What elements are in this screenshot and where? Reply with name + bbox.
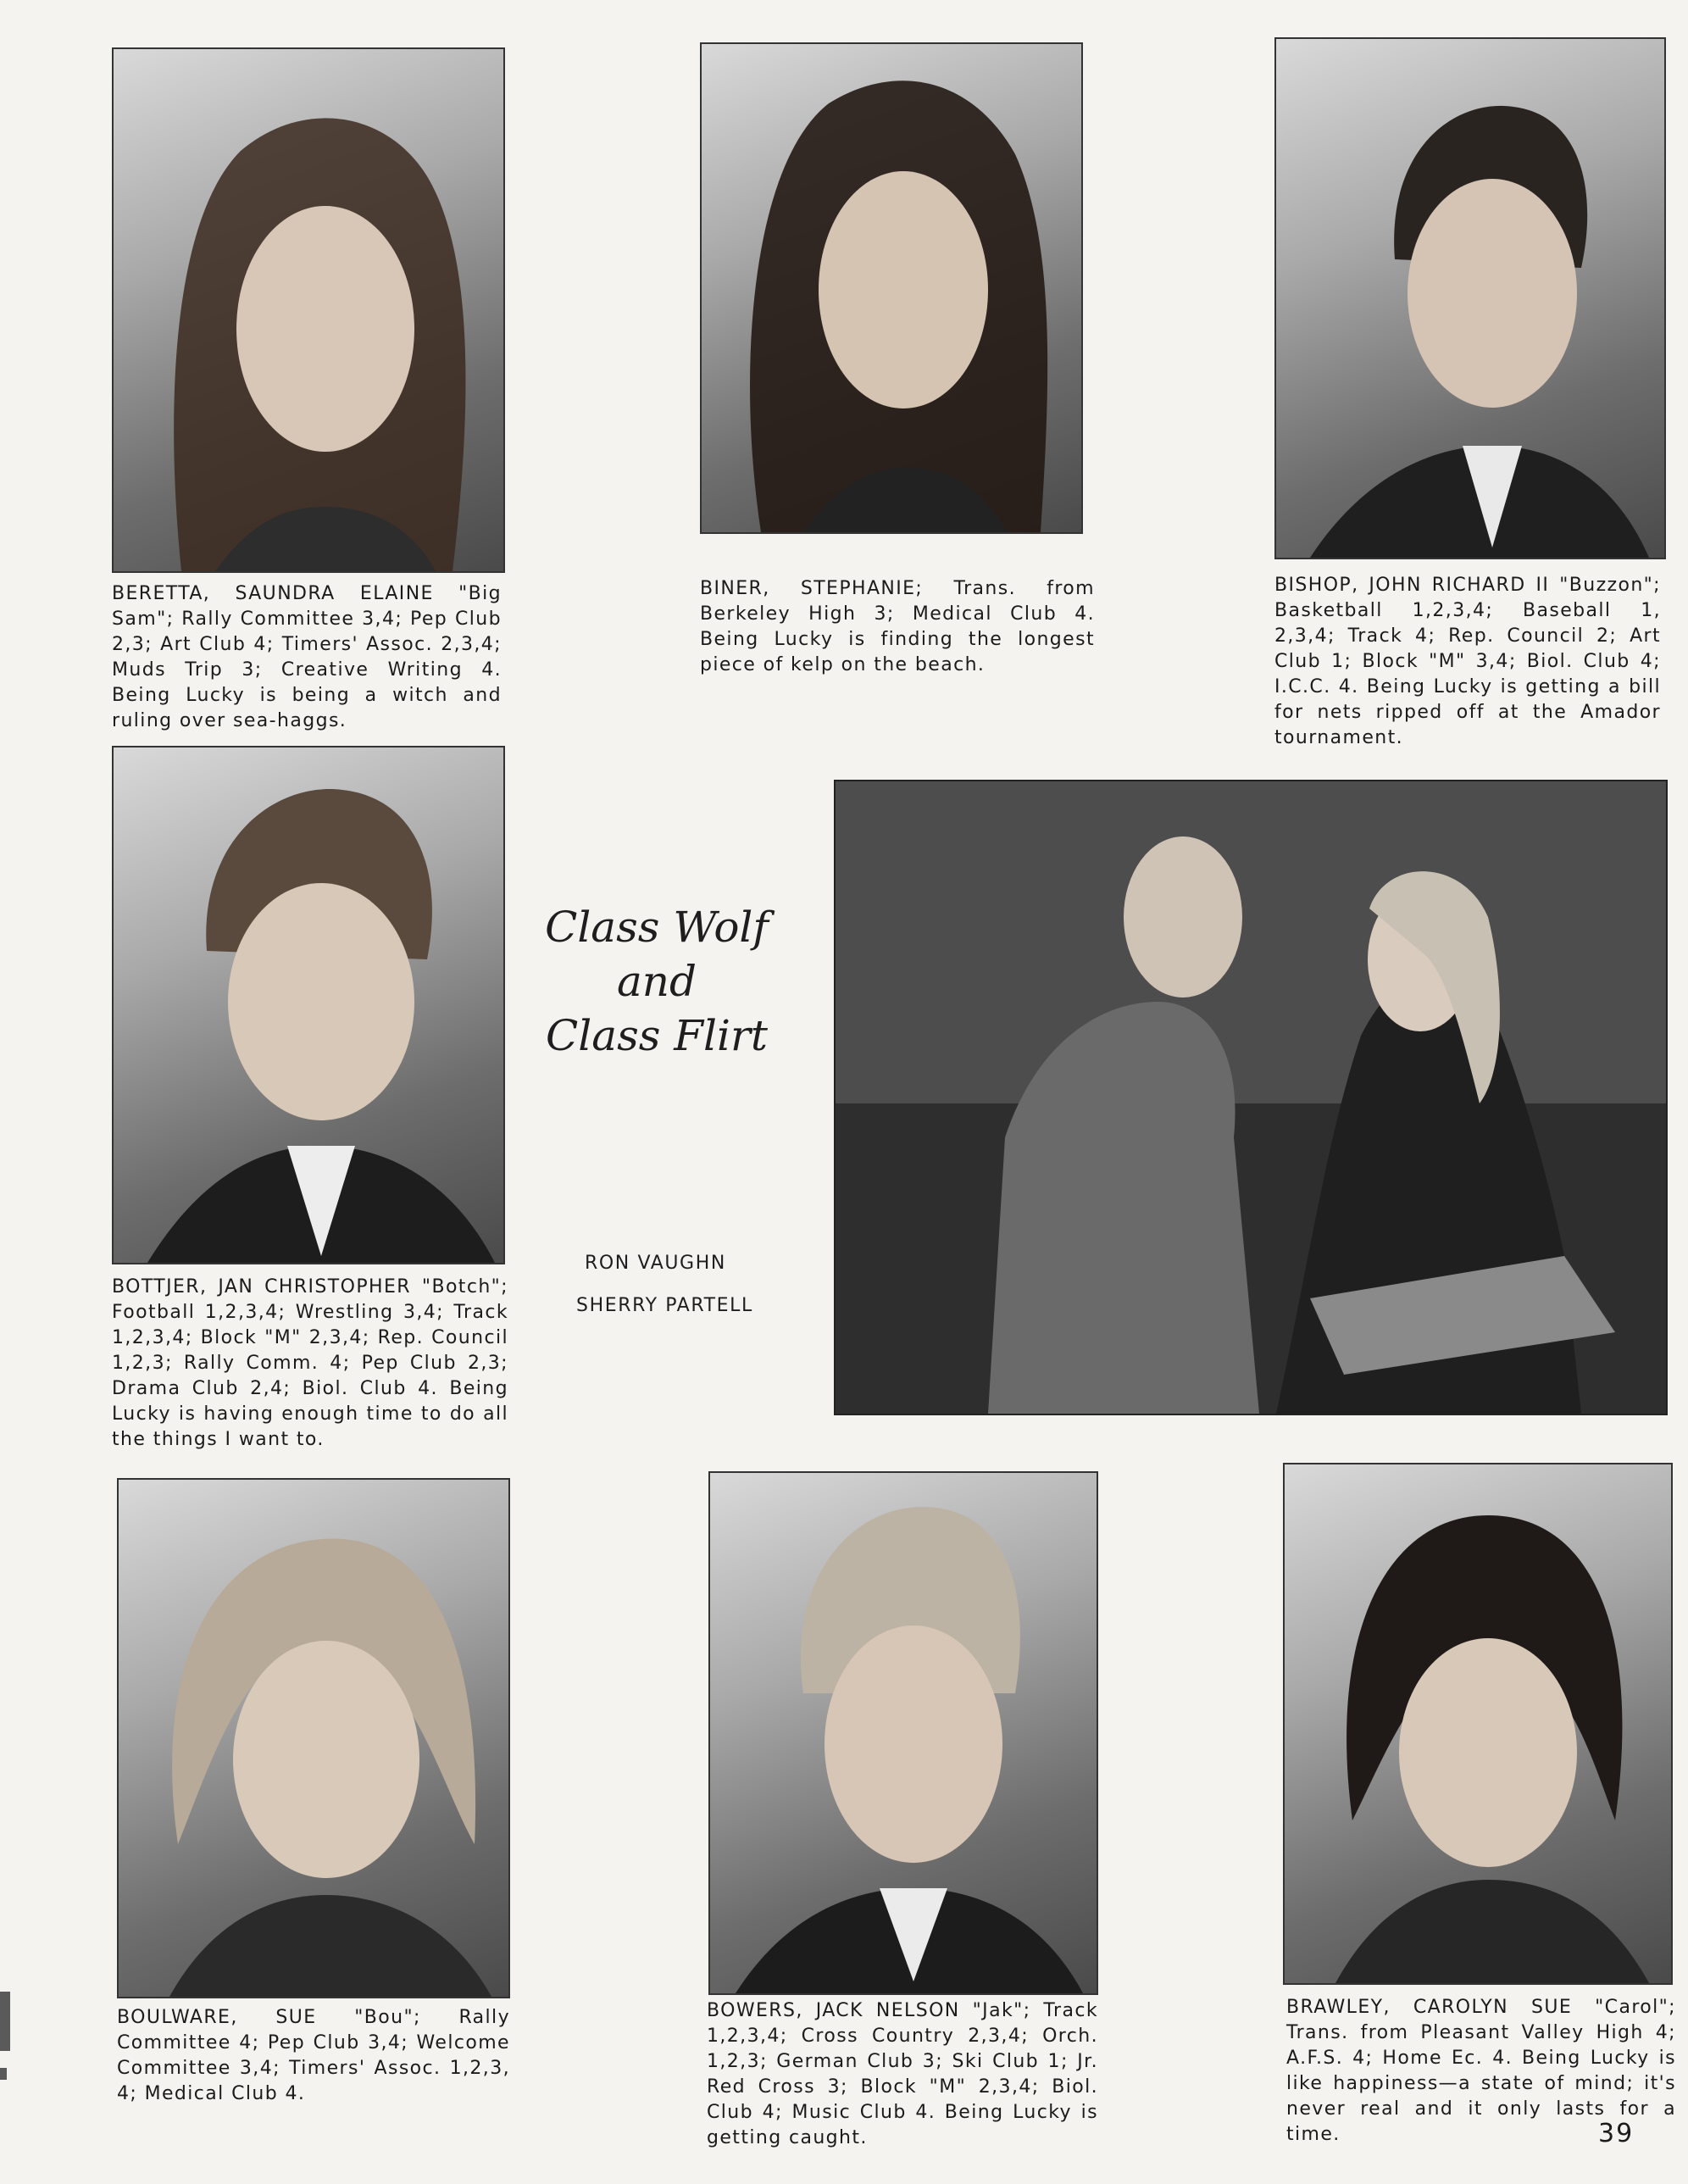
caption-brawley: BRAWLEY, CAROLYN SUE "Carol"; Trans. from Pleasant Valley High 4; A.F.S. 4; Home Ec. 4. Being Lucky is like happiness—a state of mind; it's never real and it only lasts for a time. xyxy=(1286,1997,1676,2145)
caption-boulware: BOULWARE, SUE "Bou"; Rally Committee 4; Pep Club 3,4; Welcome Committee 3,4; Timers' Assoc. 1,2,3, 4; Medical Club 4. xyxy=(117,2007,510,2104)
portrait-photo-boulware xyxy=(117,1478,510,1998)
feature-headline xyxy=(534,900,780,1063)
portrait-photo-biner xyxy=(700,42,1083,534)
scan-edge-mark xyxy=(0,1992,10,2051)
portrait-photo-bowers xyxy=(708,1471,1098,1995)
feature-title-line1: Class Wolf xyxy=(545,903,769,952)
caption-beretta: BERETTA, SAUNDRA ELAINE "Big Sam"; Rally Committee 3,4; Pep Club 2,3; Art Club 4; Timers' Assoc. 2,3,4; Muds Trip 3; Creative Writing 4. Being Lucky is being a witch and ruling over sea-haggs. xyxy=(112,583,502,731)
portrait-photo-brawley xyxy=(1283,1463,1673,1985)
caption-biner: BINER, STEPHANIE; Trans. from Berkeley High 3; Medical Club 4. Being Lucky is finding the longest piece of kelp on the beach. xyxy=(700,578,1095,675)
feature-name-ron-vaughn: RON VAUGHN xyxy=(585,1253,726,1274)
portrait-photo-beretta xyxy=(112,47,505,573)
feature-name-sherry-partell: SHERRY PARTELL xyxy=(576,1295,753,1316)
page-number: 39 xyxy=(1598,2119,1635,2148)
caption-bottjer: BOTTJER, JAN CHRISTOPHER "Botch"; Football 1,2,3,4; Wrestling 3,4; Track 1,2,3,4; Block "M" 2,3,4; Rep. Council 1,2,3; Rally Comm. 4; Pep Club 2,3; Drama Club 2,4; Biol. Club 4. Being Lucky is having enough time to do all the things I want to. xyxy=(112,1276,508,1450)
scan-edge-mark xyxy=(0,2068,7,2080)
portrait-photo-bishop xyxy=(1274,37,1666,559)
candid-photo-class-wolf-flirt xyxy=(834,780,1668,1415)
caption-bowers: BOWERS, JACK NELSON "Jak"; Track 1,2,3,4; Cross Country 2,3,4; Orch. 1,2,3; German Club 3; Ski Club 1; Jr. Red Cross 3; Block "M" 2,3,4; Biol. Club 4; Music Club 4. Being Lucky is getting caught. xyxy=(707,2000,1098,2148)
feature-title-line2: and xyxy=(616,957,697,1006)
feature-title-line3: Class Flirt xyxy=(546,1011,768,1060)
caption-bishop: BISHOP, JOHN RICHARD II "Buzzon"; Basketball 1,2,3,4; Baseball 1, 2,3,4; Track 4; Rep. Council 2; Art Club 1; Block "M" 3,4; Biol. Club 4; I.C.C. 4. Being Lucky is getting a bill for nets ripped off at the Amador tournament. xyxy=(1274,575,1661,748)
portrait-photo-bottjer xyxy=(112,746,505,1264)
